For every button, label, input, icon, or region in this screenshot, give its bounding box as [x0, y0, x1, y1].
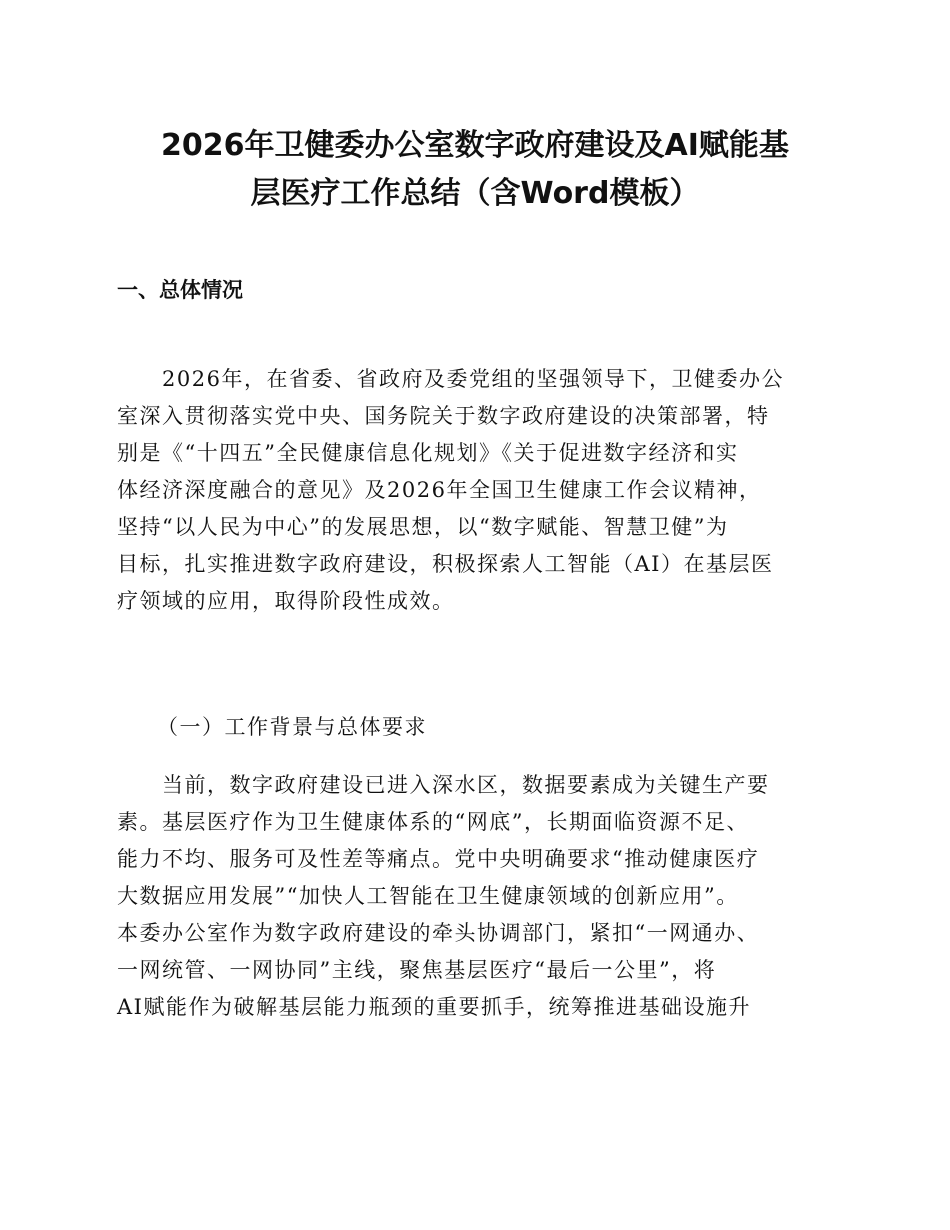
paragraph-line: 体经济深度融合的意见》及2026年全国卫生健康工作会议精神， — [117, 478, 762, 502]
paragraph-line: 一网统管、一网协同”主线，聚焦基层医疗“最后一公里”，将 — [117, 958, 717, 982]
paragraph-line: 素。基层医疗作为卫生健康体系的“网底”，长期面临资源不足、 — [117, 810, 749, 834]
subsection-heading-background: （一）工作背景与总体要求 — [157, 715, 427, 739]
paragraph-line: 目标，扎实推进数字政府建设，积极探索人工智能（AI）在基层医 — [117, 552, 774, 576]
title-line-2: 层医疗工作总结（含Word模板） — [250, 176, 700, 211]
title-line-1: 2026年卫健委办公室数字政府建设及AI赋能基 — [161, 128, 789, 163]
paragraph-line: 本委办公室作为数字政府建设的牵头协调部门，紧扣“一网通办、 — [117, 921, 760, 945]
paragraph-line: AI赋能作为破解基层能力瓶颈的重要抓手，统筹推进基础设施升 — [117, 995, 751, 1019]
section-heading-overview: 一、总体情况 — [117, 278, 243, 302]
paragraph-overview — [117, 361, 833, 620]
paragraph-background — [117, 767, 833, 1026]
paragraph-line: 室深入贯彻落实党中央、国务院关于数字政府建设的决策部署，特 — [117, 404, 770, 428]
paragraph-line: 坚持“以人民为中心”的发展思想，以“数字赋能、智慧卫健”为 — [117, 515, 729, 539]
paragraph-line: 别是《“十四五”全民健康信息化规划》《关于促进数字经济和实 — [117, 441, 739, 465]
document-title — [100, 122, 850, 218]
paragraph-line: 大数据应用发展”“加快人工智能在卫生健康领域的创新应用”。 — [117, 884, 739, 908]
paragraph-line: 2026年，在省委、省政府及委党组的坚强领导下，卫健委办公 — [117, 367, 784, 391]
paragraph-line: 能力不均、服务可及性差等痛点。党中央明确要求“推动健康医疗 — [117, 847, 760, 871]
paragraph-line: 疗领域的应用，取得阶段性成效。 — [117, 589, 455, 613]
paragraph-line: 当前，数字政府建设已进入深水区，数据要素成为关键生产要 — [117, 773, 770, 797]
